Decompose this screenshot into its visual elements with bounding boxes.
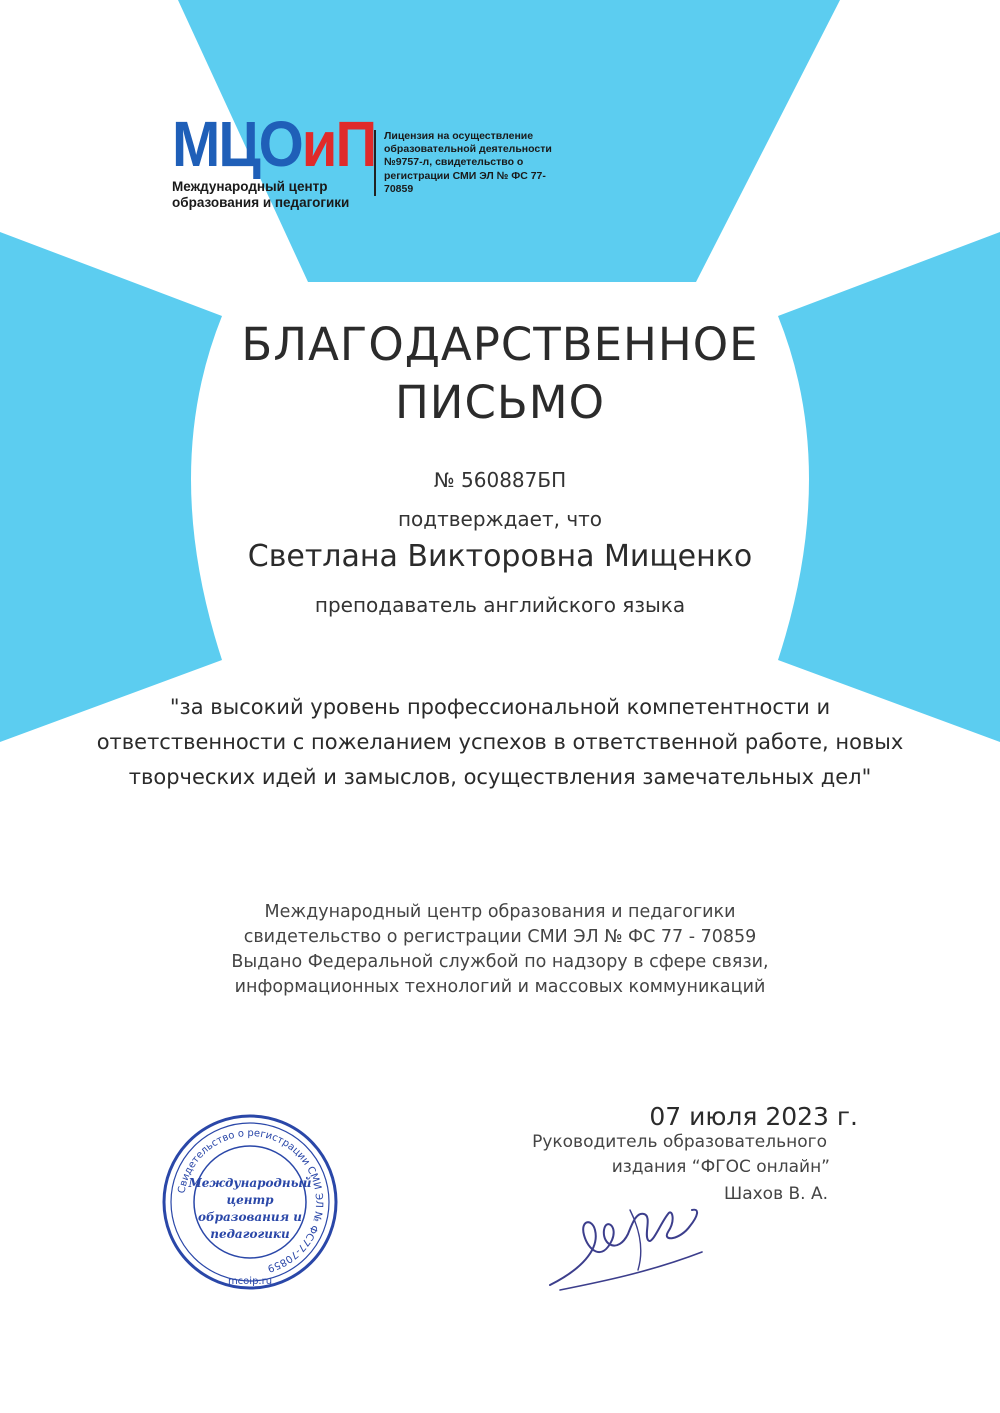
recipient-position: преподаватель английского языка	[314, 593, 686, 617]
seal-center-line: образования и	[197, 1210, 303, 1224]
license-text: Лицензия на осуществление образовательной деятельности №9757-л, свидетельство о регистрации СМИ ЭЛ № ФС 77-70859	[374, 130, 574, 196]
letter-number: № 560887БП	[433, 468, 567, 492]
head-title-line-1: Руководитель образовательного	[532, 1132, 827, 1152]
registry-line: Выдано Федеральной службой по надзору в сфере связи,	[231, 952, 769, 972]
issue-date: 07 июля 2023 г.	[649, 1102, 858, 1131]
title-line-1: БЛАГОДАРСТВЕННОЕ	[241, 318, 759, 371]
organization-seal	[160, 1112, 340, 1292]
head-name: Шахов В. А.	[724, 1184, 828, 1204]
registry-line: свидетельство о регистрации СМИ ЭЛ № ФС 77 - 70859	[243, 927, 757, 947]
handwritten-signature	[540, 1190, 710, 1300]
seal-center-line: педагогики	[210, 1227, 290, 1241]
document-title	[0, 316, 1000, 432]
recipient-name: Светлана Викторовна Мищенко	[247, 539, 753, 574]
seal-ring-text: Свидетельство о регистрации СМИ ЭЛ № ФС77-70859	[176, 1127, 325, 1274]
registry-line: Международный центр образования и педагогики	[264, 902, 736, 922]
seal-site: mcoip.ru	[227, 1276, 273, 1287]
organization-logo	[172, 108, 376, 211]
logo-subtitle: Международный центр образования и педагогики	[172, 179, 350, 210]
title-line-2: ПИСЬМО	[394, 376, 606, 429]
quote-line: ответственности с пожеланием успехов в ответственной работе, новых	[96, 730, 904, 754]
logo-mark-blue: МЦО	[172, 108, 302, 181]
quote-line: "за высокий уровень профессиональной компетентности и	[169, 695, 831, 719]
registry-info	[0, 900, 1000, 1000]
seal-center-line: центр	[226, 1193, 274, 1207]
confirms-text: подтверждает, что	[397, 507, 603, 531]
head-title-line-2: издания “ФГОС онлайн”	[611, 1157, 830, 1177]
registry-line: информационных технологий и массовых коммуникаций	[234, 977, 766, 997]
award-quote	[0, 690, 1000, 795]
seal-center-line: Международный	[188, 1176, 312, 1190]
quote-line: творческих идей и замыслов, осуществления замечательных дел"	[128, 765, 872, 789]
logo-mark-red: иП	[301, 108, 376, 181]
logo-wordmark	[172, 108, 376, 181]
